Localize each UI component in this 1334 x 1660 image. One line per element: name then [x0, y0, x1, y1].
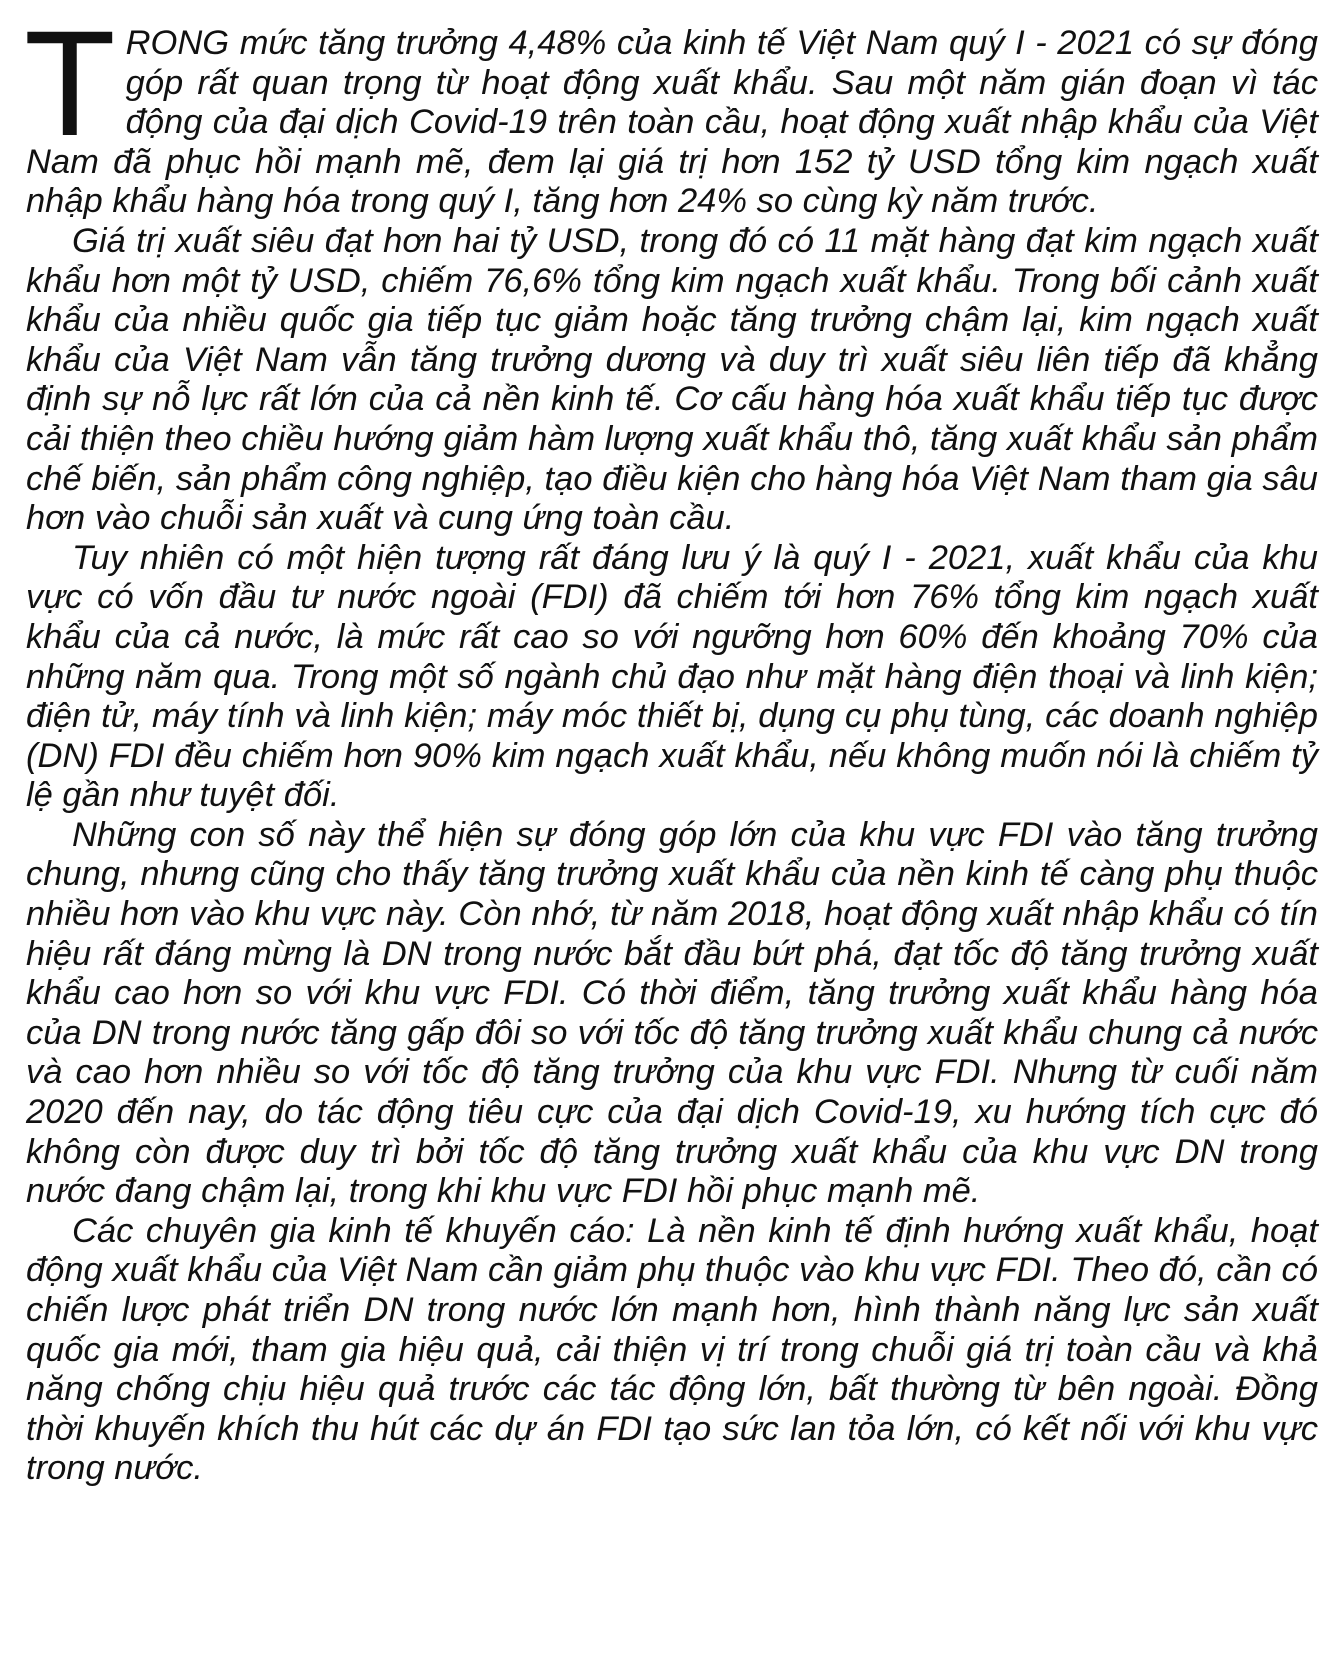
lead-caps: RONG [125, 24, 230, 62]
paragraph-1-text: mức tăng trưởng 4,48% của kinh tế Việt Nam quý I - 2021 có sự đóng góp rất quan trọng từ hoạt động xuất khẩu. Sau một năm gián đoạn vì tác động của đại dịch Covid-19 trên toàn cầu, hoạt động xuất nhập khẩu của Việt Nam đã phục hồi mạnh mẽ, đem lại giá trị hơn 152 tỷ USD tổng kim ngạch xuất nhập khẩu hàng hóa trong quý I, tăng hơn 24% so cùng kỳ năm trước. [26, 24, 1318, 221]
article-body [24, 0, 1318, 1489]
paragraph-2: Giá trị xuất siêu đạt hơn hai tỷ USD, trong đó có 11 mặt hàng đạt kim ngạch xuất khẩu hơn một tỷ USD, chiếm 76,6% tổng kim ngạch xuất khẩu. Trong bối cảnh xuất khẩu của nhiều quốc gia tiếp tục giảm hoặc tăng trưởng chậm lại, kim ngạch xuất khẩu của Việt Nam vẫn tăng trưởng dương và duy trì xuất siêu liên tiếp đã khẳng định sự nỗ lực rất lớn của cả nền kinh tế. Cơ cấu hàng hóa xuất khẩu tiếp tục được cải thiện theo chiều hướng giảm hàm lượng xuất khẩu thô, tăng xuất khẩu sản phẩm chế biến, sản phẩm công nghiệp, tạo điều kiện cho hàng hóa Việt Nam tham gia sâu hơn vào chuỗi sản xuất và cung ứng toàn cầu. [26, 221, 1318, 538]
drop-cap: T [24, 0, 116, 167]
paragraph-1 [24, 0, 1318, 222]
paragraph-3: Tuy nhiên có một hiện tượng rất đáng lưu ý là quý I - 2021, xuất khẩu của khu vực có vốn đầu tư nước ngoài (FDI) đã chiếm tới hơn 76% tổng kim ngạch xuất khẩu của cả nước, là mức rất cao so với ngưỡng hơn 60% đến khoảng 70% của những năm qua. Trong một số ngành chủ đạo như mặt hàng điện thoại và linh kiện; điện tử, máy tính và linh kiện; máy móc thiết bị, dụng cụ phụ tùng, các doanh nghiệp (DN) FDI đều chiếm hơn 90% kim ngạch xuất khẩu, nếu không muốn nói là chiếm tỷ lệ gần như tuyệt đối. [26, 538, 1318, 815]
paragraph-4: Những con số này thể hiện sự đóng góp lớn của khu vực FDI vào tăng trưởng chung, nhưng cũng cho thấy tăng trưởng xuất khẩu của nền kinh tế càng phụ thuộc nhiều hơn vào khu vực này. Còn nhớ, từ năm 2018, hoạt động xuất nhập khẩu có tín hiệu rất đáng mừng là DN trong nước bắt đầu bứt phá, đạt tốc độ tăng trưởng xuất khẩu cao hơn so với khu vực FDI. Có thời điểm, tăng trưởng xuất khẩu hàng hóa của DN trong nước tăng gấp đôi so với tốc độ tăng trưởng xuất khẩu chung cả nước và cao hơn nhiều so với tốc độ tăng trưởng của khu vực FDI. Nhưng từ cuối năm 2020 đến nay, do tác động tiêu cực của đại dịch Covid-19, xu hướng tích cực đó không còn được duy trì bởi tốc độ tăng trưởng xuất khẩu của khu vực DN trong nước đang chậm lại, trong khi khu vực FDI hồi phục mạnh mẽ. [26, 815, 1318, 1211]
paragraph-5: Các chuyên gia kinh tế khuyến cáo: Là nền kinh tế định hướng xuất khẩu, hoạt động xuất khẩu của Việt Nam cần giảm phụ thuộc vào khu vực FDI. Theo đó, cần có chiến lược phát triển DN trong nước lớn mạnh hơn, hình thành năng lực sản xuất quốc gia mới, tham gia hiệu quả, cải thiện vị trí trong chuỗi giá trị toàn cầu và khả năng chống chịu hiệu quả trước các tác động lớn, bất thường từ bên ngoài. Đồng thời khuyến khích thu hút các dự án FDI tạo sức lan tỏa lớn, có kết nối với khu vực trong nước. [26, 1211, 1318, 1488]
